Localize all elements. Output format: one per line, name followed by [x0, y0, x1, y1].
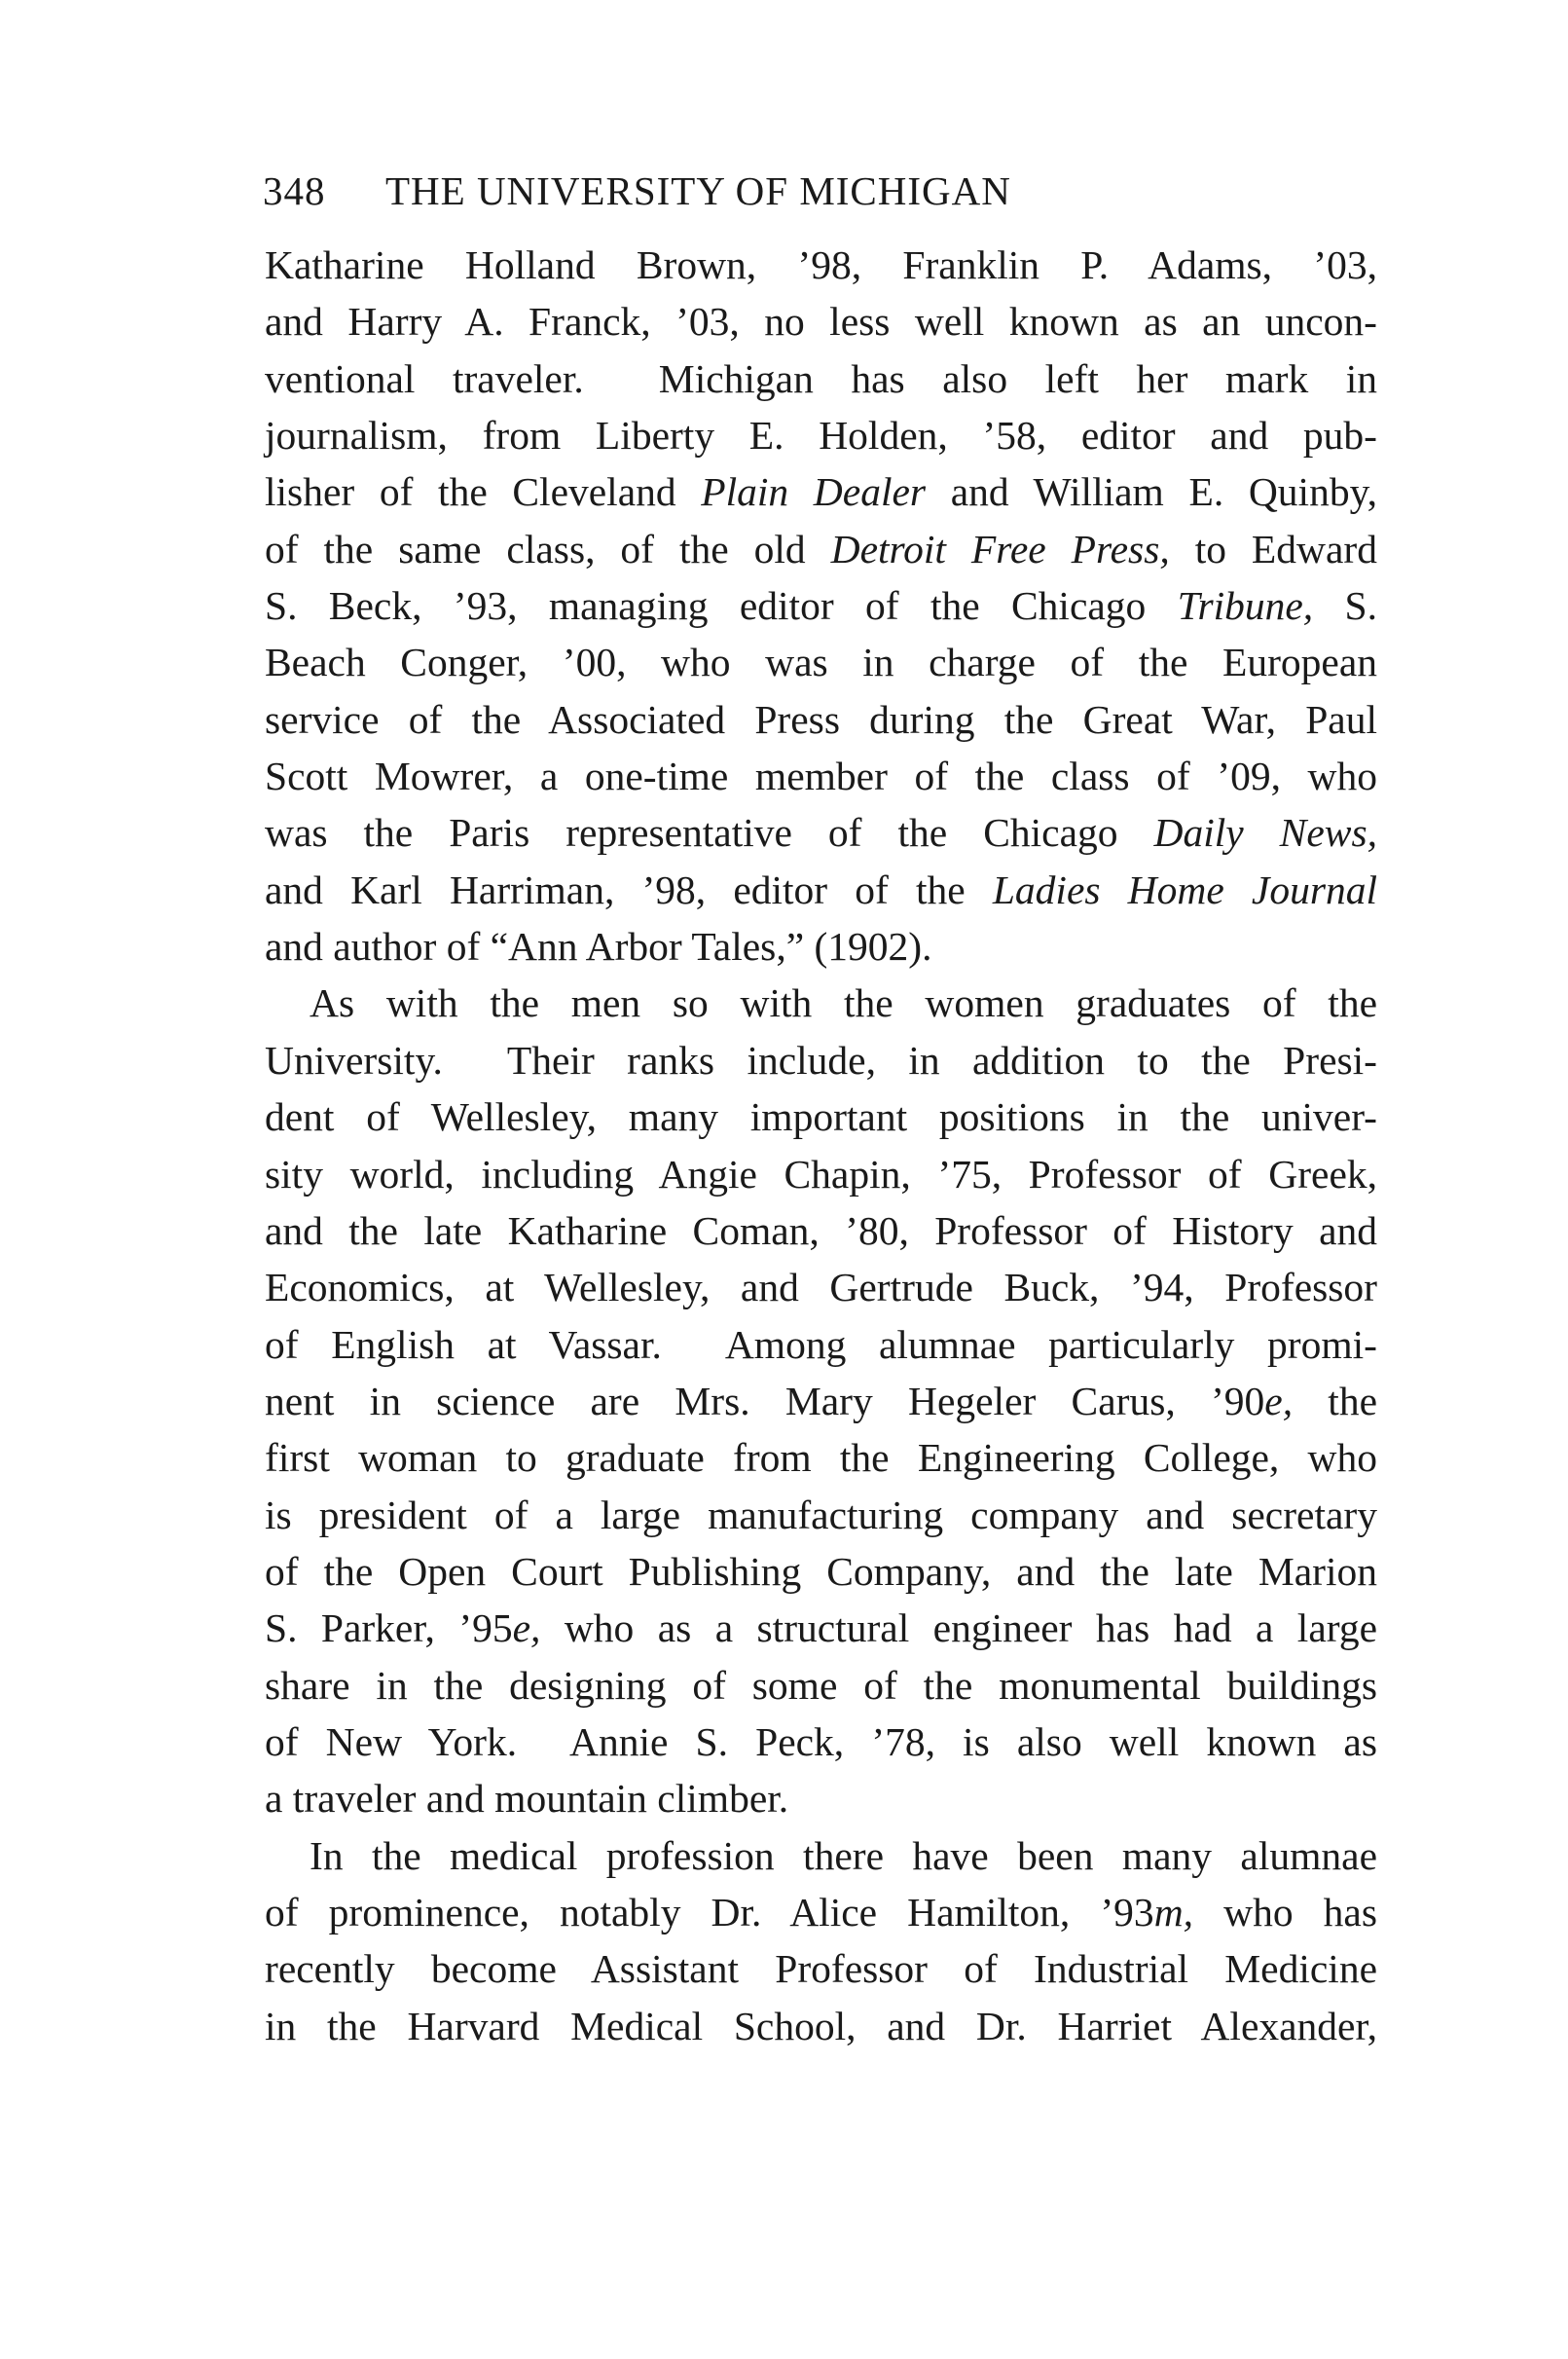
- running-title: THE UNIVERSITY OF MICHIGAN: [385, 168, 1011, 213]
- text-segment: and William E. Quinby,: [926, 469, 1378, 515]
- text-line: [265, 1429, 1377, 1486]
- italic-text: Plain Dealer: [701, 469, 927, 515]
- text-line: [265, 804, 1377, 861]
- text-line: [265, 1657, 1377, 1714]
- italic-text: Tribune,: [1177, 583, 1314, 629]
- text-line: [265, 577, 1377, 634]
- text-line: [265, 1146, 1377, 1202]
- text-line: [265, 1770, 1377, 1826]
- text-segment: S. Beck, ’93, managing editor of the Chicago: [265, 583, 1178, 629]
- page-number: 348: [263, 168, 326, 213]
- text-line: [265, 748, 1377, 804]
- text-segment: a traveler and mountain climber.: [265, 1776, 789, 1822]
- text-line: [265, 862, 1377, 918]
- text-line: [265, 1316, 1377, 1373]
- text-line: [265, 1884, 1377, 1940]
- text-line: [265, 521, 1377, 577]
- text-line: [265, 1487, 1377, 1543]
- text-segment: nent in science are Mrs. Mary Hegeler Carus, ’90: [265, 1378, 1265, 1423]
- text-segment: of the Open Court Publishing Company, and the late Marion: [265, 1548, 1377, 1594]
- text-segment: the: [1293, 1378, 1378, 1423]
- text-segment: and Karl Harriman, ’98, editor of the: [265, 866, 993, 912]
- italic-text: e,: [1264, 1378, 1294, 1423]
- text-segment: recently become Assistant Professor of Industrial Medicine: [265, 1946, 1377, 1992]
- text-line: [265, 407, 1377, 463]
- text-segment: of New York. Annie S. Peck, ’78, is also well known as: [265, 1718, 1377, 1764]
- text-segment: In the medical profession there have been many alumnae: [310, 1832, 1377, 1878]
- text-line: [265, 1373, 1377, 1429]
- text-line: [265, 975, 1377, 1031]
- text-segment: is president of a large manufacturing company and secretary: [265, 1492, 1377, 1537]
- text-segment: dent of Wellesley, many important positions in the univer-: [265, 1094, 1377, 1140]
- text-line: [265, 634, 1377, 690]
- paragraph: [265, 237, 1377, 975]
- text-segment: who as a structural engineer has had a large: [540, 1605, 1377, 1651]
- text-line: [265, 1714, 1377, 1770]
- text-segment: first woman to graduate from the Engineering College, who: [265, 1435, 1377, 1481]
- text-segment: S. Parker, ’95: [265, 1605, 513, 1651]
- text-line: [265, 1998, 1377, 2054]
- text-segment: was the Paris representative of the Chicago: [265, 810, 1154, 856]
- italic-text: Daily News,: [1153, 810, 1377, 856]
- text-segment: to Edward: [1169, 526, 1377, 571]
- text-line: [265, 1032, 1377, 1088]
- text-line: [265, 293, 1377, 350]
- text-segment: and the late Katharine Coman, ’80, Professor of History and: [265, 1207, 1377, 1253]
- italic-text: Detroit Free Press,: [830, 526, 1170, 571]
- text-segment: of English at Vassar. Among alumnae particularly promi-: [265, 1321, 1377, 1367]
- text-segment: ventional traveler. Michigan has also left her mark in: [265, 355, 1377, 401]
- text-segment: lisher of the Cleveland: [265, 469, 702, 515]
- text-segment: Economics, at Wellesley, and Gertrude Buck, ’94, Professor: [265, 1265, 1377, 1310]
- text-line: [265, 918, 1377, 975]
- paragraph: [265, 975, 1377, 1826]
- text-segment: who has: [1193, 1889, 1377, 1935]
- italic-text: m,: [1153, 1889, 1194, 1935]
- text-segment: journalism, from Liberty E. Holden, ’58, editor and pub-: [265, 413, 1377, 459]
- text-line: [265, 1600, 1377, 1656]
- text-segment: University. Their ranks include, in addition to the Presi-: [265, 1037, 1377, 1083]
- text-line: [265, 691, 1377, 748]
- page-header: [263, 167, 1382, 222]
- text-segment: Scott Mowrer, a one-time member of the class of ’09, who: [265, 754, 1377, 799]
- text-segment: in the Harvard Medical School, and Dr. Harriet Alexander,: [265, 2003, 1377, 2048]
- text-segment: and Harry A. Franck, ’03, no less well known as an uncon-: [265, 299, 1377, 345]
- text-segment: S.: [1313, 583, 1377, 629]
- text-segment: Beach Conger, ’00, who was in charge of the European: [265, 640, 1377, 685]
- text-line: [265, 237, 1377, 293]
- body-text: [265, 237, 1377, 2054]
- text-line: [265, 1202, 1377, 1259]
- text-segment: As with the men so with the women graduates of the: [310, 980, 1377, 1026]
- text-segment: share in the designing of some of the monumental buildings: [265, 1662, 1377, 1708]
- paragraph: [265, 1827, 1377, 2054]
- text-line: [265, 463, 1377, 520]
- text-line: [265, 1940, 1377, 1997]
- text-segment: of prominence, notably Dr. Alice Hamilton, ’93: [265, 1889, 1154, 1935]
- text-segment: service of the Associated Press during the Great War, Paul: [265, 696, 1377, 742]
- italic-text: Ladies Home Journal: [992, 866, 1378, 912]
- text-line: [265, 1543, 1377, 1600]
- text-line: [265, 1827, 1377, 1884]
- text-segment: and author of “Ann Arbor Tales,” (1902).: [265, 924, 932, 970]
- text-line: [265, 350, 1377, 407]
- text-line: [265, 1088, 1377, 1145]
- italic-text: e,: [512, 1605, 541, 1651]
- text-segment: Katharine Holland Brown, ’98, Franklin P. Adams, ’03,: [265, 242, 1377, 287]
- text-segment: of the same class, of the old: [265, 526, 831, 571]
- text-line: [265, 1259, 1377, 1315]
- text-segment: sity world, including Angie Chapin, ’75, Professor of Greek,: [265, 1151, 1377, 1197]
